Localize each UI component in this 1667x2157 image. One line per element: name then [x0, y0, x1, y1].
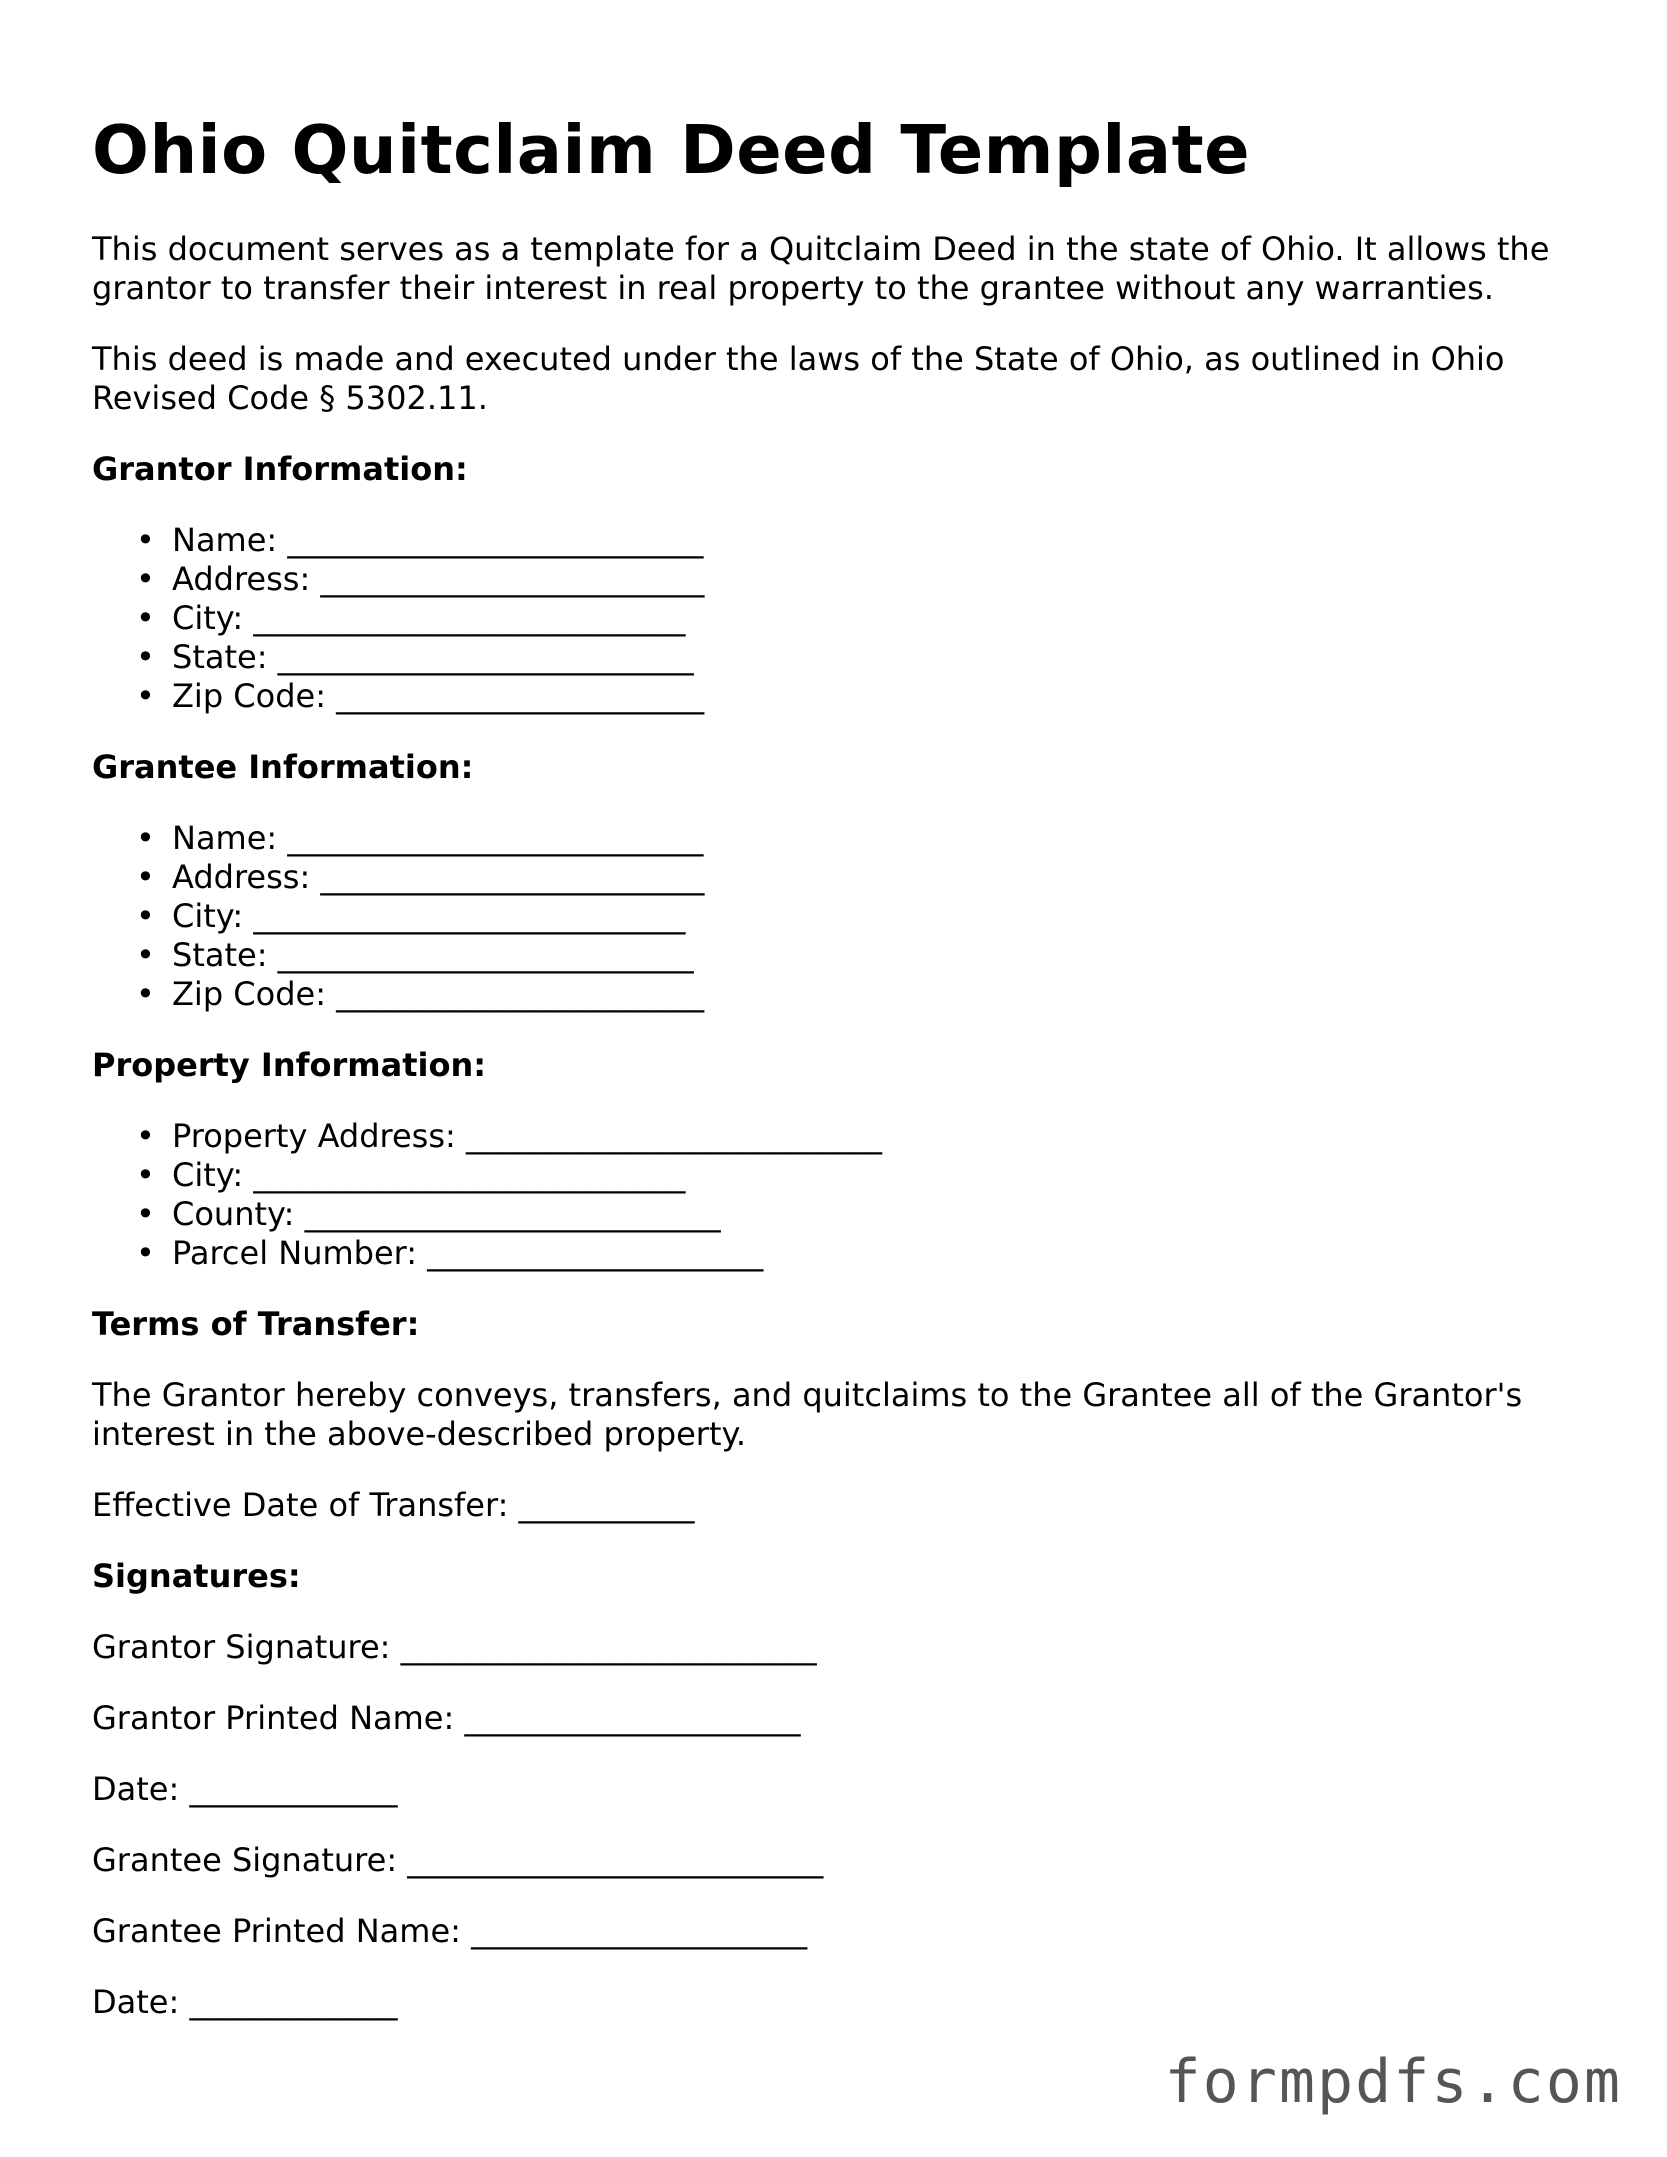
list-item: • Name: __________________________: [136, 521, 704, 559]
bullet-icon: •: [136, 638, 155, 676]
list-item: • City: ___________________________: [136, 599, 686, 637]
effective-date-line: Effective Date of Transfer: ___________: [92, 1486, 695, 1524]
terms-text: The Grantor hereby conveys, transfers, and quitclaims to the Grantee all of the Grantor's interest in the above-described property.: [92, 1376, 1523, 1453]
grantee-heading: Grantee Information:: [92, 748, 474, 786]
grantor-heading: Grantor Information:: [92, 450, 468, 488]
intro-paragraph-1: This document serves as a template for a Quitclaim Deed in the state of Ohio. It allows the grantor to transfer their interest in real property to the grantee without any warranties.: [92, 230, 1550, 307]
bullet-icon: •: [136, 1234, 155, 1272]
grantor-signature-line: Grantor Signature: __________________________: [92, 1628, 817, 1666]
property-heading: Property Information:: [92, 1046, 487, 1084]
bullet-icon: •: [136, 1117, 155, 1155]
bullet-icon: •: [136, 936, 155, 974]
bullet-icon: •: [136, 819, 155, 857]
grantor-date-line: Date: _____________: [92, 1770, 398, 1808]
list-item: • Parcel Number: _____________________: [136, 1234, 764, 1272]
list-item: • Property Address: __________________________: [136, 1117, 882, 1155]
grantee-list: [92, 819, 1592, 1014]
list-item: • County: __________________________: [136, 1195, 721, 1233]
terms-heading: Terms of Transfer:: [92, 1305, 420, 1343]
bullet-icon: •: [136, 560, 155, 598]
bullet-icon: •: [136, 1156, 155, 1194]
bullet-icon: •: [136, 858, 155, 896]
list-item: • City: ___________________________: [136, 897, 686, 935]
bullet-icon: •: [136, 975, 155, 1013]
list-item: • City: ___________________________: [136, 1156, 686, 1194]
grantor-printed-name-line: Grantor Printed Name: _____________________: [92, 1699, 801, 1737]
grantee-date-line: Date: _____________: [92, 1983, 398, 2021]
bullet-icon: •: [136, 897, 155, 935]
bullet-icon: •: [136, 521, 155, 559]
bullet-icon: •: [136, 599, 155, 637]
grantor-list: [92, 521, 1592, 716]
list-item: • State: __________________________: [136, 638, 694, 676]
watermark: formpdfs.com: [1164, 2047, 1622, 2117]
grantee-signature-line: Grantee Signature: __________________________: [92, 1841, 824, 1879]
bullet-icon: •: [136, 677, 155, 715]
page-title: Ohio Quitclaim Deed Template: [92, 111, 1251, 189]
bullet-icon: •: [136, 1195, 155, 1233]
list-item: • Zip Code: _______________________: [136, 677, 705, 715]
list-item: • State: __________________________: [136, 936, 694, 974]
intro-paragraph-2: This deed is made and executed under the laws of the State of Ohio, as outlined in Ohio Revised Code § 5302.11.: [92, 340, 1505, 417]
list-item: • Zip Code: _______________________: [136, 975, 705, 1013]
property-list: [92, 1117, 1592, 1273]
list-item: • Address: ________________________: [136, 858, 705, 896]
list-item: • Address: ________________________: [136, 560, 705, 598]
grantee-printed-name-line: Grantee Printed Name: _____________________: [92, 1912, 808, 1950]
document-page: [92, 110, 1592, 2054]
signatures-heading: Signatures:: [92, 1557, 301, 1595]
list-item: • Name: __________________________: [136, 819, 704, 857]
